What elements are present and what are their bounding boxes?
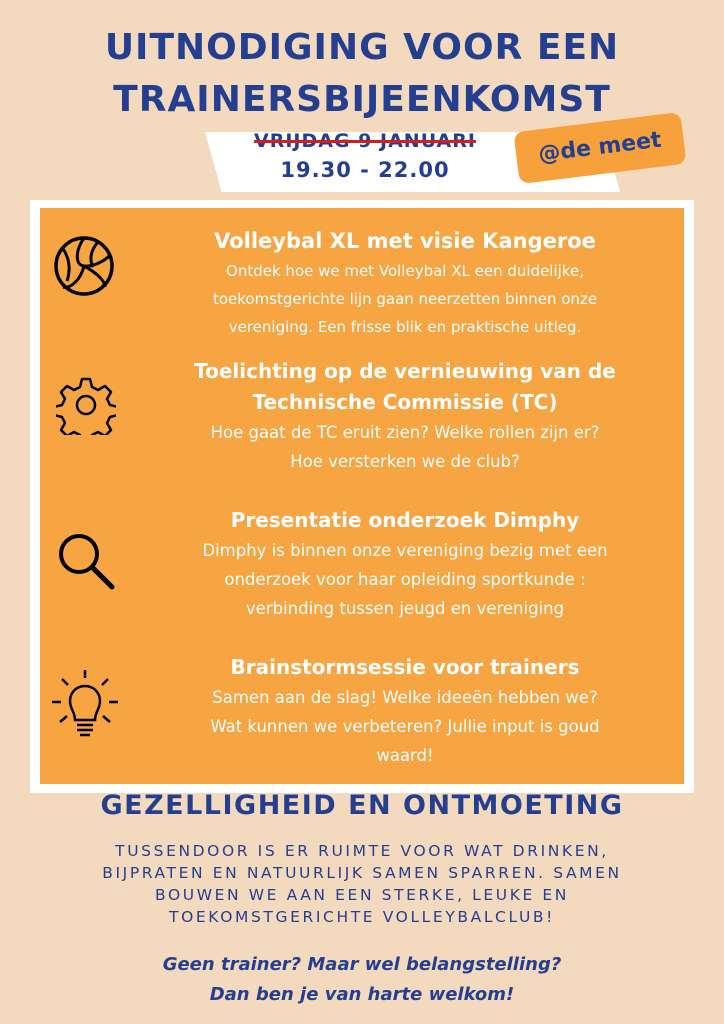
section-text-line: Hoe gaat de TC eruit zien? Welke rollen zijn er? <box>210 423 600 442</box>
section-volleyball-xl <box>140 225 670 341</box>
section-text-line: Wat kunnen we verbeteren? Jullie input is goud <box>210 717 600 736</box>
footer-text-line: TOEKOMSTGERICHTE VOLLEYBALCLUB! <box>169 908 555 926</box>
section-text-line: Samen aan de slag! Welke ideeën hebben we? <box>212 688 598 707</box>
title-line-2: TRAINERSBIJEENKOMST <box>113 79 611 120</box>
section-technische-commissie <box>140 356 670 476</box>
section-title: Brainstormsessie voor trainers <box>230 655 580 679</box>
struck-date: VRIJDAG 9 JANUARI <box>254 130 476 152</box>
section-text-line: Hoe versterken we de club? <box>290 452 520 471</box>
section-title: Presentatie onderzoek Dimphy <box>230 508 580 532</box>
volleyball-icon <box>53 235 115 297</box>
section-brainstormsessie <box>140 652 670 770</box>
lightbulb-icon <box>50 668 120 744</box>
section-text-line: toekomstgerichte lijn gaan neerzetten binnen onze <box>212 290 598 308</box>
section-text-line: verbinding tussen jeugd en vereniging <box>245 599 565 618</box>
closing-message <box>0 950 724 1010</box>
section-title: Volleybal XL met visie Kangeroe <box>214 229 596 253</box>
gear-icon <box>56 375 116 435</box>
location-badge: @de meet <box>513 112 686 184</box>
title-line-1: UITNODIGING VOOR EEN <box>104 27 620 68</box>
magnifier-icon <box>54 530 118 592</box>
footer-paragraph <box>30 840 694 928</box>
footer-text-line: BIJPRATEN EN NATUURLIJK SAMEN SPARREN. SAMEN <box>102 864 622 882</box>
footer-text-line: BOUWEN WE AAN EEN STERKE, LEUKE EN <box>155 886 569 904</box>
section-text-line: Dimphy is binnen onze vereniging bezig met een <box>202 541 608 560</box>
section-text-line: waard! <box>376 746 434 765</box>
section-title: Technische Commissie (TC) <box>252 390 558 414</box>
section-title: Toelichting op de vernieuwing van de <box>194 359 616 383</box>
event-time: 19.30 - 22.00 <box>280 158 450 182</box>
section-text-line: vereniging. Een frisse blik en praktische uitleg. <box>228 318 582 336</box>
section-text-line: onderzoek voor haar opleiding sportkunde : <box>224 570 586 589</box>
closing-line-2: Dan ben je van harte welkom! <box>209 984 515 1005</box>
page-title <box>0 22 724 126</box>
footer-text-line: TUSSENDOOR IS ER RUIMTE VOOR WAT DRINKEN, <box>115 842 609 860</box>
subheading: GEZELLIGHEID EN ONTMOETING <box>100 790 624 821</box>
closing-line-1: Geen trainer? Maar wel belangstelling? <box>162 954 562 975</box>
section-text-line: Ontdek hoe we met Volleybal XL een duidelijke, <box>226 262 584 280</box>
section-onderzoek-dimphy <box>140 505 670 623</box>
